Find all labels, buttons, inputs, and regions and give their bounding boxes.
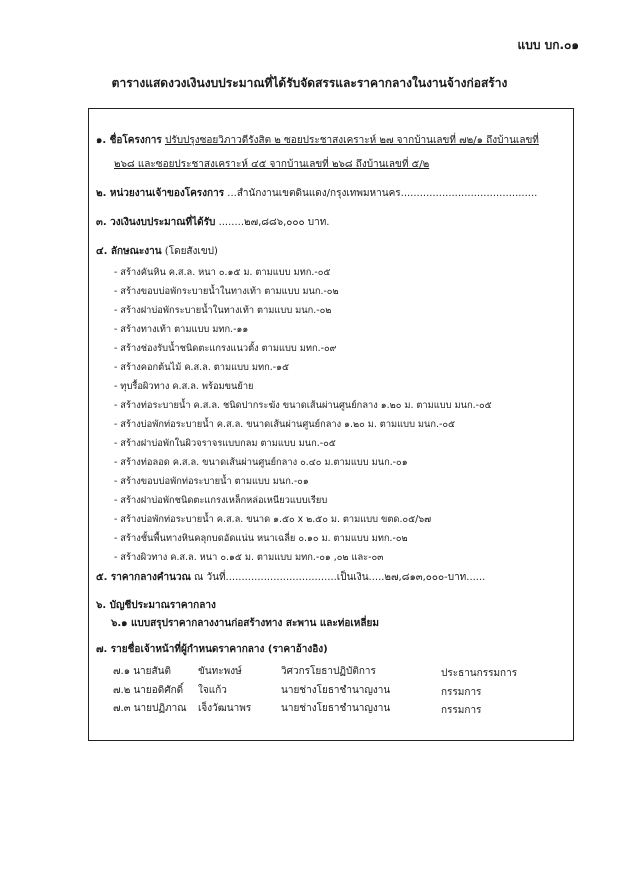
work-item: - สร้างท่อระบายน้ำ ค.ส.ล. ชนิดปากระฆัง ขนาดเส้นผ่านศูนย์กลาง ๑.๒๐ ม. ตามแบบ มนก.-๐๕ — [114, 400, 492, 411]
member-surname: เจ็งวัฒนาพร — [198, 703, 252, 714]
work-item: - สร้างบ่อพักท่อระบายน้ำ ค.ส.ล. ขนาด ๑.๕๐ x ๒.๕๐ ม. ตามแบบ ขตด.๐๕/๖๗ — [114, 514, 432, 525]
work-type-row — [96, 244, 218, 259]
budget-label: ๓. วงเงินงบประมาณที่ได้รับ — [96, 217, 216, 228]
work-item: - สร้างฝาบ่อพักระบายน้ำในทางเท้า ตามแบบ มนก.-๐๒ — [114, 305, 332, 316]
median-price-row — [96, 570, 485, 585]
price-estimate-label: ๖. บัญชีประมาณราคากลาง — [96, 600, 216, 611]
work-item: - สร้างทางเท้า ตามแบบ มทก.-๑๑ — [114, 324, 249, 335]
work-type-note: (โดยสังเขป) — [164, 246, 218, 257]
form-code: แบบ บก.๐๑ — [517, 38, 579, 52]
agency-value: ...สำนักงานเขตดินแดง/กรุงเทพมหานคร........................................... — [227, 188, 538, 199]
agency-row — [96, 186, 537, 201]
work-item: - สร้างชั้นพื้นทางหินคลุกบดอัดแน่น หนาเฉลี่ย ๐.๑๐ ม. ตามแบบ มทก.-๐๒ — [114, 533, 408, 544]
member-role: กรรมการ — [441, 687, 482, 698]
work-item: - สร้างขอบบ่อพักท่อระบายน้ำ ตามแบบ มนก.-๐๑ — [114, 476, 309, 487]
project-name-line1: ปรับปรุงซอยวิภาวดีรังสิต ๒ ซอยประชาสงเคราะห์ ๒๗ จากบ้านเลขที่ ๗๒/๑ ถึงบ้านเลขที่ — [164, 135, 539, 146]
work-item: - สร้างผิวทาง ค.ส.ล. หนา ๐.๑๕ ม. ตามแบบ มทก.-๐๑ ,๐๒ และ-๐๓ — [114, 552, 384, 563]
median-price-label: ๕. ราคากลางคำนวณ — [96, 572, 191, 583]
member-role: กรรมการ — [441, 705, 482, 716]
work-item: - สร้างฝาบ่อพักชนิดตะแกรงเหล็กหล่อเหนียวแบบเรียบ — [114, 495, 328, 506]
work-item: - สร้างท่อลอด ค.ส.ล. ขนาดเส้นผ่านศูนย์กลาง ๐.๔๐ ม.ตามแบบ มนก.-๐๑ — [114, 457, 408, 468]
work-item: - สร้างขอบบ่อพักระบายน้ำในทางเท้า ตามแบบ มนก.-๐๒ — [114, 286, 339, 297]
work-item: - สร้างคันหิน ค.ส.ล. หนา ๐.๑๕ ม. ตามแบบ มทก.-๐๕ — [114, 267, 331, 278]
member-role: ประธานกรรมการ — [441, 668, 518, 679]
member-surname: ขันทะพงษ์ — [198, 666, 242, 677]
document-title: ตารางแสดงวงเงินงบประมาณที่ได้รับจัดสรรและราคากลางในงานจ้างก่อสร้าง — [111, 76, 508, 90]
committee-label: ๗. รายชื่อเจ้าหน้าที่ผู้กำหนดราคากลาง (ราคาอ้างอิง) — [96, 644, 328, 655]
price-estimate-sub: ๖.๑ แบบสรุปราคากลางงานก่อสร้างทาง สะพาน และท่อเหลี่ยม — [111, 618, 379, 629]
budget-value: ........๒๗,๘๘๖,๐๐๐ บาท. — [218, 217, 330, 228]
work-item: - สร้างคอกต้นไม้ ค.ส.ล. ตามแบบ มทก.-๑๕ — [114, 362, 290, 373]
member-position: นายช่างโยธาชำนาญงาน — [281, 703, 391, 714]
member-name: ๗.๓ นายปฏิภาณ — [113, 703, 187, 714]
member-position: วิศวกรโยธาปฏิบัติการ — [281, 666, 376, 677]
work-item: - สร้างบ่อพักท่อระบายน้ำ ค.ส.ล. ขนาดเส้นผ่านศูนย์กลาง ๑.๒๐ ม. ตามแบบ มนก.-๐๕ — [114, 419, 456, 430]
work-item: - สร้างฝาบ่อพักในผิวจราจรแบบกลม ตามแบบ มนก.-๐๕ — [114, 438, 336, 449]
project-name-label: ๑. ชื่อโครงการ — [96, 135, 162, 146]
agency-label: ๒. หน่วยงานเจ้าของโครงการ — [96, 188, 225, 199]
project-name-line2: ๒๖๘ และซอยประชาสงเคราะห์ ๔๕ จากบ้านเลขที่ ๒๖๘ ถึงบ้านเลขที่ ๕/๒ — [114, 159, 430, 170]
work-type-label: ๔. ลักษณะงาน — [96, 246, 162, 257]
member-name: ๗.๒ นายอดิศักดิ์ — [113, 685, 184, 696]
member-surname: ใจแก้ว — [198, 685, 227, 696]
member-name: ๗.๑ นายสันติ — [113, 666, 171, 677]
median-price-value: ณ วันที่...................................เป็นเงิน.....๒๗,๘๑๓,๐๐๐-บาท...... — [194, 572, 486, 583]
budget-row — [96, 215, 329, 230]
project-name-row — [96, 133, 539, 148]
work-item: - ทุบรื้อผิวทาง ค.ส.ล. พร้อมขนย้าย — [114, 381, 254, 392]
member-position: นายช่างโยธาชำนาญงาน — [281, 685, 391, 696]
work-item: - สร้างช่องรับน้ำชนิดตะแกรงแนวตั้ง ตามแบบ มทก.-๐๙ — [114, 343, 337, 354]
